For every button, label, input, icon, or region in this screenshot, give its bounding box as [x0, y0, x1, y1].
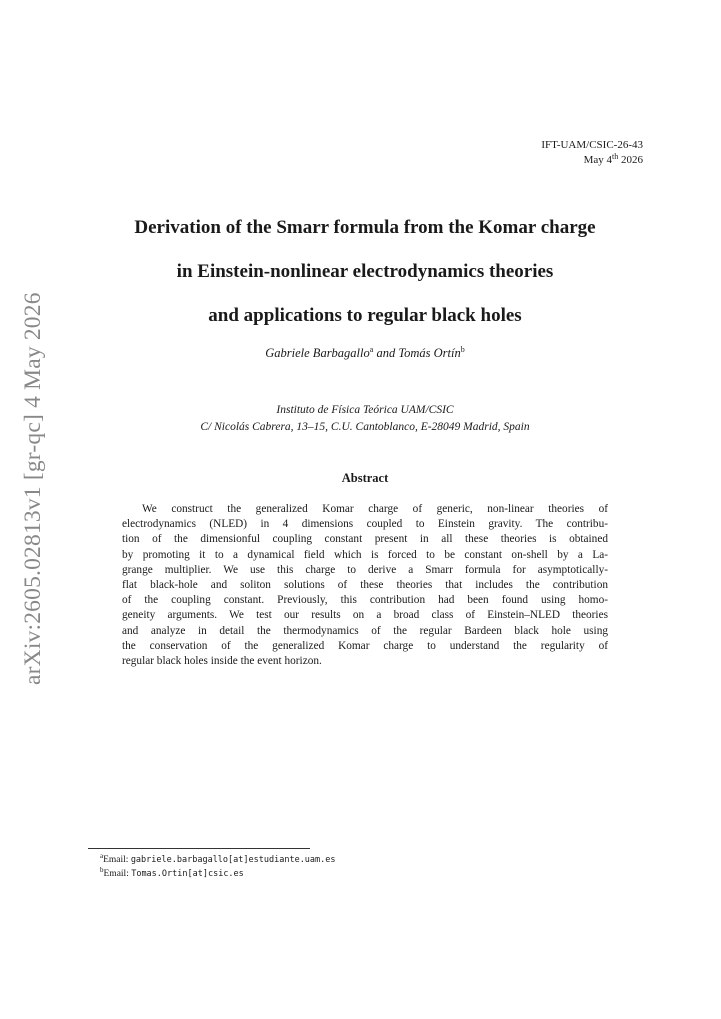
footnote-item — [100, 867, 336, 881]
abstract-line: tion of the dimensionful coupling constant present in all these theories is obtained — [122, 533, 608, 546]
footnote-mark: b — [100, 866, 104, 874]
abstract-line: electrodynamics (NLED) in 4 dimensions coupled to Einstein gravity. The contribu- — [122, 518, 608, 531]
abstract-line: and analyze in detail the thermodynamics of the regular Bardeen black hole using — [122, 624, 608, 637]
title-line: Derivation of the Smarr formula from the Komar charge — [134, 217, 596, 238]
footnote-divider — [88, 848, 310, 849]
author-footnote-mark: a — [369, 345, 374, 354]
abstract-line: the conservation of the generalized Komar charge to understand the regularity of — [122, 639, 608, 652]
abstract-line: grange multiplier. We use this charge to derive a Smarr formula for asymptotically- — [122, 563, 608, 576]
title-line: in Einstein-nonlinear electrodynamics theories — [176, 261, 554, 282]
abstract-line: by promoting it to a dynamical field which is forced to be constant on-shell by a La- — [122, 548, 608, 561]
affiliation-address: C/ Nicolás Cabrera, 13–15, C.U. Cantoblanco, E-28049 Madrid, Spain — [200, 421, 530, 433]
report-header — [541, 138, 643, 168]
affiliation — [60, 402, 670, 436]
abstract-line: regular black holes inside the event horizon. — [122, 655, 322, 668]
abstract-line: We construct the generalized Komar charge of generic, non-linear theories of — [142, 503, 608, 515]
report-date — [541, 153, 643, 168]
report-date-day: May 4 — [583, 154, 613, 166]
email-address: gabriele.barbagallo[at]estudiante.uam.es — [130, 855, 336, 865]
abstract-line: flat black-hole and soliton solutions of these theories that includes the contribution — [122, 579, 608, 592]
footnote-mark: a — [100, 852, 104, 860]
author-list — [60, 346, 670, 361]
author-conjunction: and — [376, 346, 396, 360]
report-number: IFT-UAM/CSIC-26-43 — [541, 139, 643, 151]
affiliation-institute: Instituto de Física Teórica UAM/CSIC — [276, 404, 454, 416]
email-address: Tomas.Ortin[at]csic.es — [131, 869, 244, 879]
arxiv-identifier-stamp: arXiv:2605.02813v1 [gr-qc] 4 May 2026 — [20, 292, 46, 685]
author-footnote-mark: b — [460, 345, 465, 354]
author-name: Gabriele Barbagallo — [265, 346, 370, 360]
footnote-label: Email: — [103, 869, 132, 879]
footnotes — [100, 853, 336, 881]
paper-title — [60, 206, 670, 338]
abstract-heading: Abstract — [341, 471, 389, 485]
footnote-label: Email: — [103, 855, 131, 865]
abstract-line: geneity arguments. We test our results on a broad class of Einstein–NLED theories — [122, 609, 608, 622]
abstract-line: of the coupling constant. Previously, this contribution had been found using homo- — [122, 594, 608, 607]
author-name: Tomás Ortín — [398, 346, 461, 360]
title-line: and applications to regular black holes — [208, 305, 522, 326]
abstract-body — [122, 502, 608, 669]
report-date-year: 2026 — [621, 154, 643, 166]
footnote-item — [100, 853, 336, 867]
report-date-suffix: th — [612, 152, 619, 161]
